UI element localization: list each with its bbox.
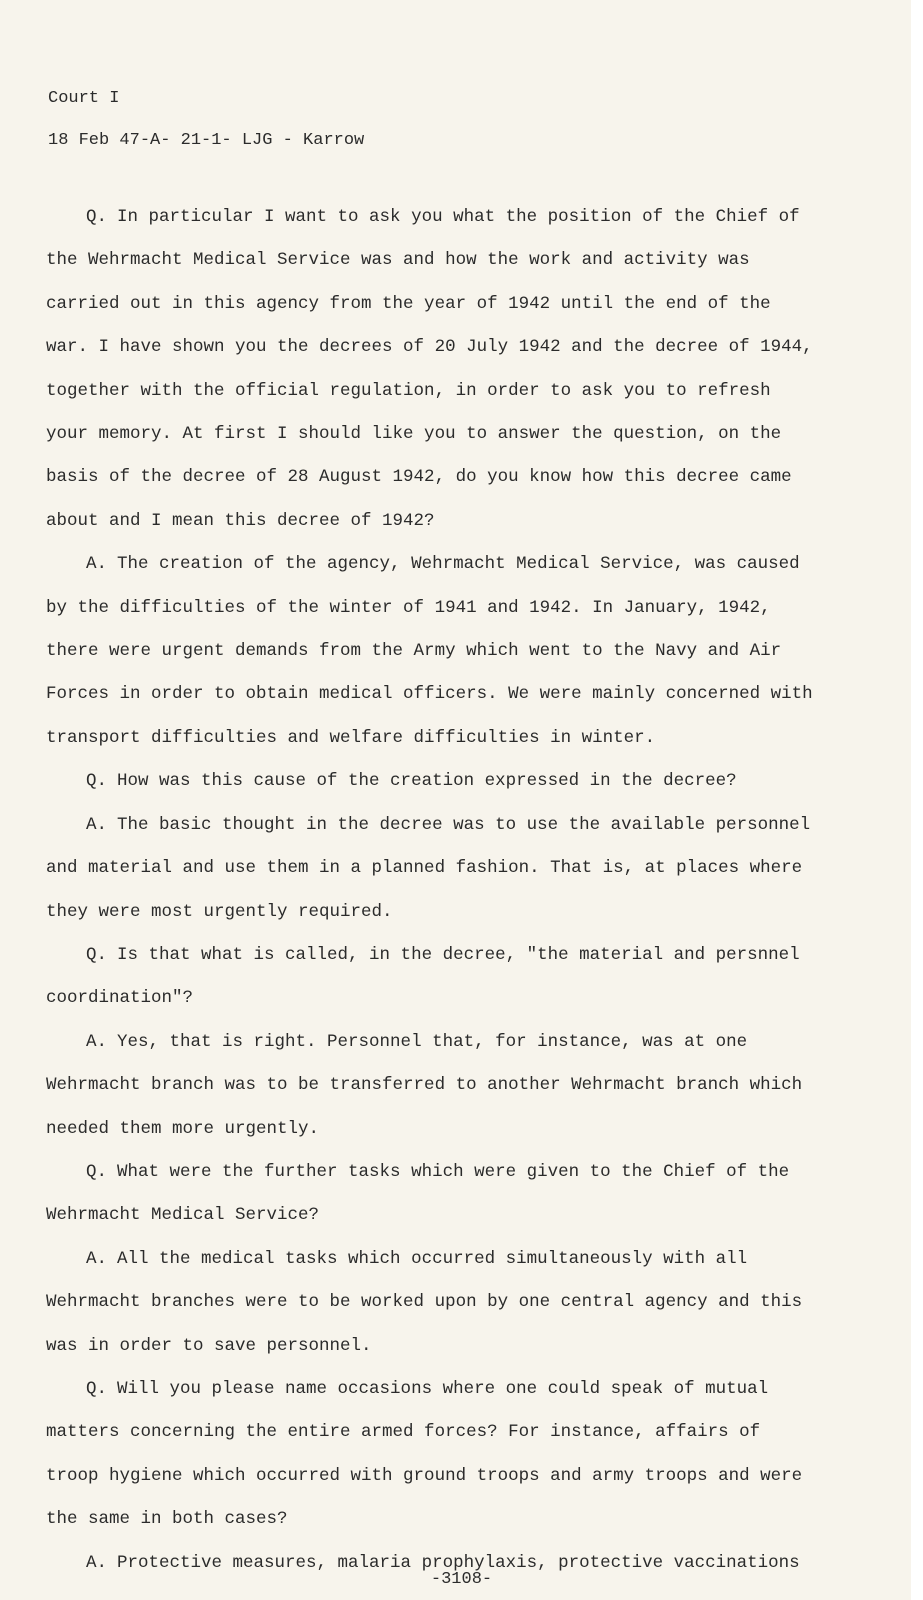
speaker-label: Q. xyxy=(86,1161,108,1182)
paragraph-text: Yes, that is right. Personnel that, for instance, was at one Wehrmacht branch was to be transferred to another Wehrmacht branch which needed them more urgently. xyxy=(46,1031,803,1139)
paragraph-text: In particular I want to ask you what the position of the Chief of the Wehrmacht Medical Service was and how the work and activity was carried out in this agency from the year of 1942 until the end of the war. I have shown you the decrees of 20 July 1942 and the decree of 1944, together with the official regulation, in order to ask you to refresh your memory. At first I should like you to answer the question, on the basis of the decree of 28 August 1942, do you know how this decree came about and I mean this decree of 1942? xyxy=(46,207,813,531)
speaker-label: A. xyxy=(86,1248,108,1269)
answer-paragraph xyxy=(46,1021,816,1151)
paragraph-text: Protective measures, malaria prophylaxis, protective vaccinations xyxy=(117,1552,800,1573)
transcript-body xyxy=(46,196,816,1585)
session-reference: 18 Feb 47-A- 21-1- LJG - Karrow xyxy=(48,131,365,150)
speaker-label: A. xyxy=(86,554,108,575)
court-label: Court I xyxy=(48,89,120,108)
answer-paragraph xyxy=(46,804,816,934)
paragraph-text: Is that what is called, in the decree, "the material and persnnel coordination"? xyxy=(46,944,800,1009)
paragraph-text: The basic thought in the decree was to use the available personnel and material and use them in a planned fashion. That is, at places where they were most urgently required. xyxy=(46,814,811,922)
page-header xyxy=(48,78,364,162)
page-margin-edge xyxy=(911,0,923,1600)
page-number: -3108- xyxy=(430,1570,493,1589)
paragraph-text: Will you please name occasions where one could speak of mutual matters concerning the entire armed forces? For instance, affairs of troop hygiene which occurred with ground troops and army troops and were the same in both cases? xyxy=(46,1378,803,1530)
speaker-label: Q. xyxy=(86,944,108,965)
question-paragraph xyxy=(46,760,816,803)
question-paragraph xyxy=(46,1368,816,1542)
paragraph-text: All the medical tasks which occurred simultaneously with all Wehrmacht branches were to be worked upon by one central agency and this was in order to save personnel. xyxy=(46,1248,803,1356)
answer-paragraph xyxy=(46,543,816,760)
paragraph-text: The creation of the agency, Wehrmacht Medical Service, was caused by the difficulties of the winter of 1941 and 1942. In January, 1942, there were urgent demands from the Army which went to the Navy and Air Forces in order to obtain medical officers. We were mainly concerned with transport difficulties and welfare difficulties in winter. xyxy=(46,554,813,748)
speaker-label: A. xyxy=(86,1031,108,1052)
question-paragraph xyxy=(46,196,816,543)
paragraph-text: How was this cause of the creation expressed in the decree? xyxy=(117,771,737,792)
question-paragraph xyxy=(46,934,816,1021)
speaker-label: Q. xyxy=(86,771,108,792)
speaker-label: Q. xyxy=(86,1378,108,1399)
answer-paragraph xyxy=(46,1238,816,1368)
question-paragraph xyxy=(46,1151,816,1238)
speaker-label: A. xyxy=(86,1552,108,1573)
speaker-label: A. xyxy=(86,814,108,835)
speaker-label: Q. xyxy=(86,207,108,227)
paragraph-text: What were the further tasks which were given to the Chief of the Wehrmacht Medical Service? xyxy=(46,1161,790,1226)
